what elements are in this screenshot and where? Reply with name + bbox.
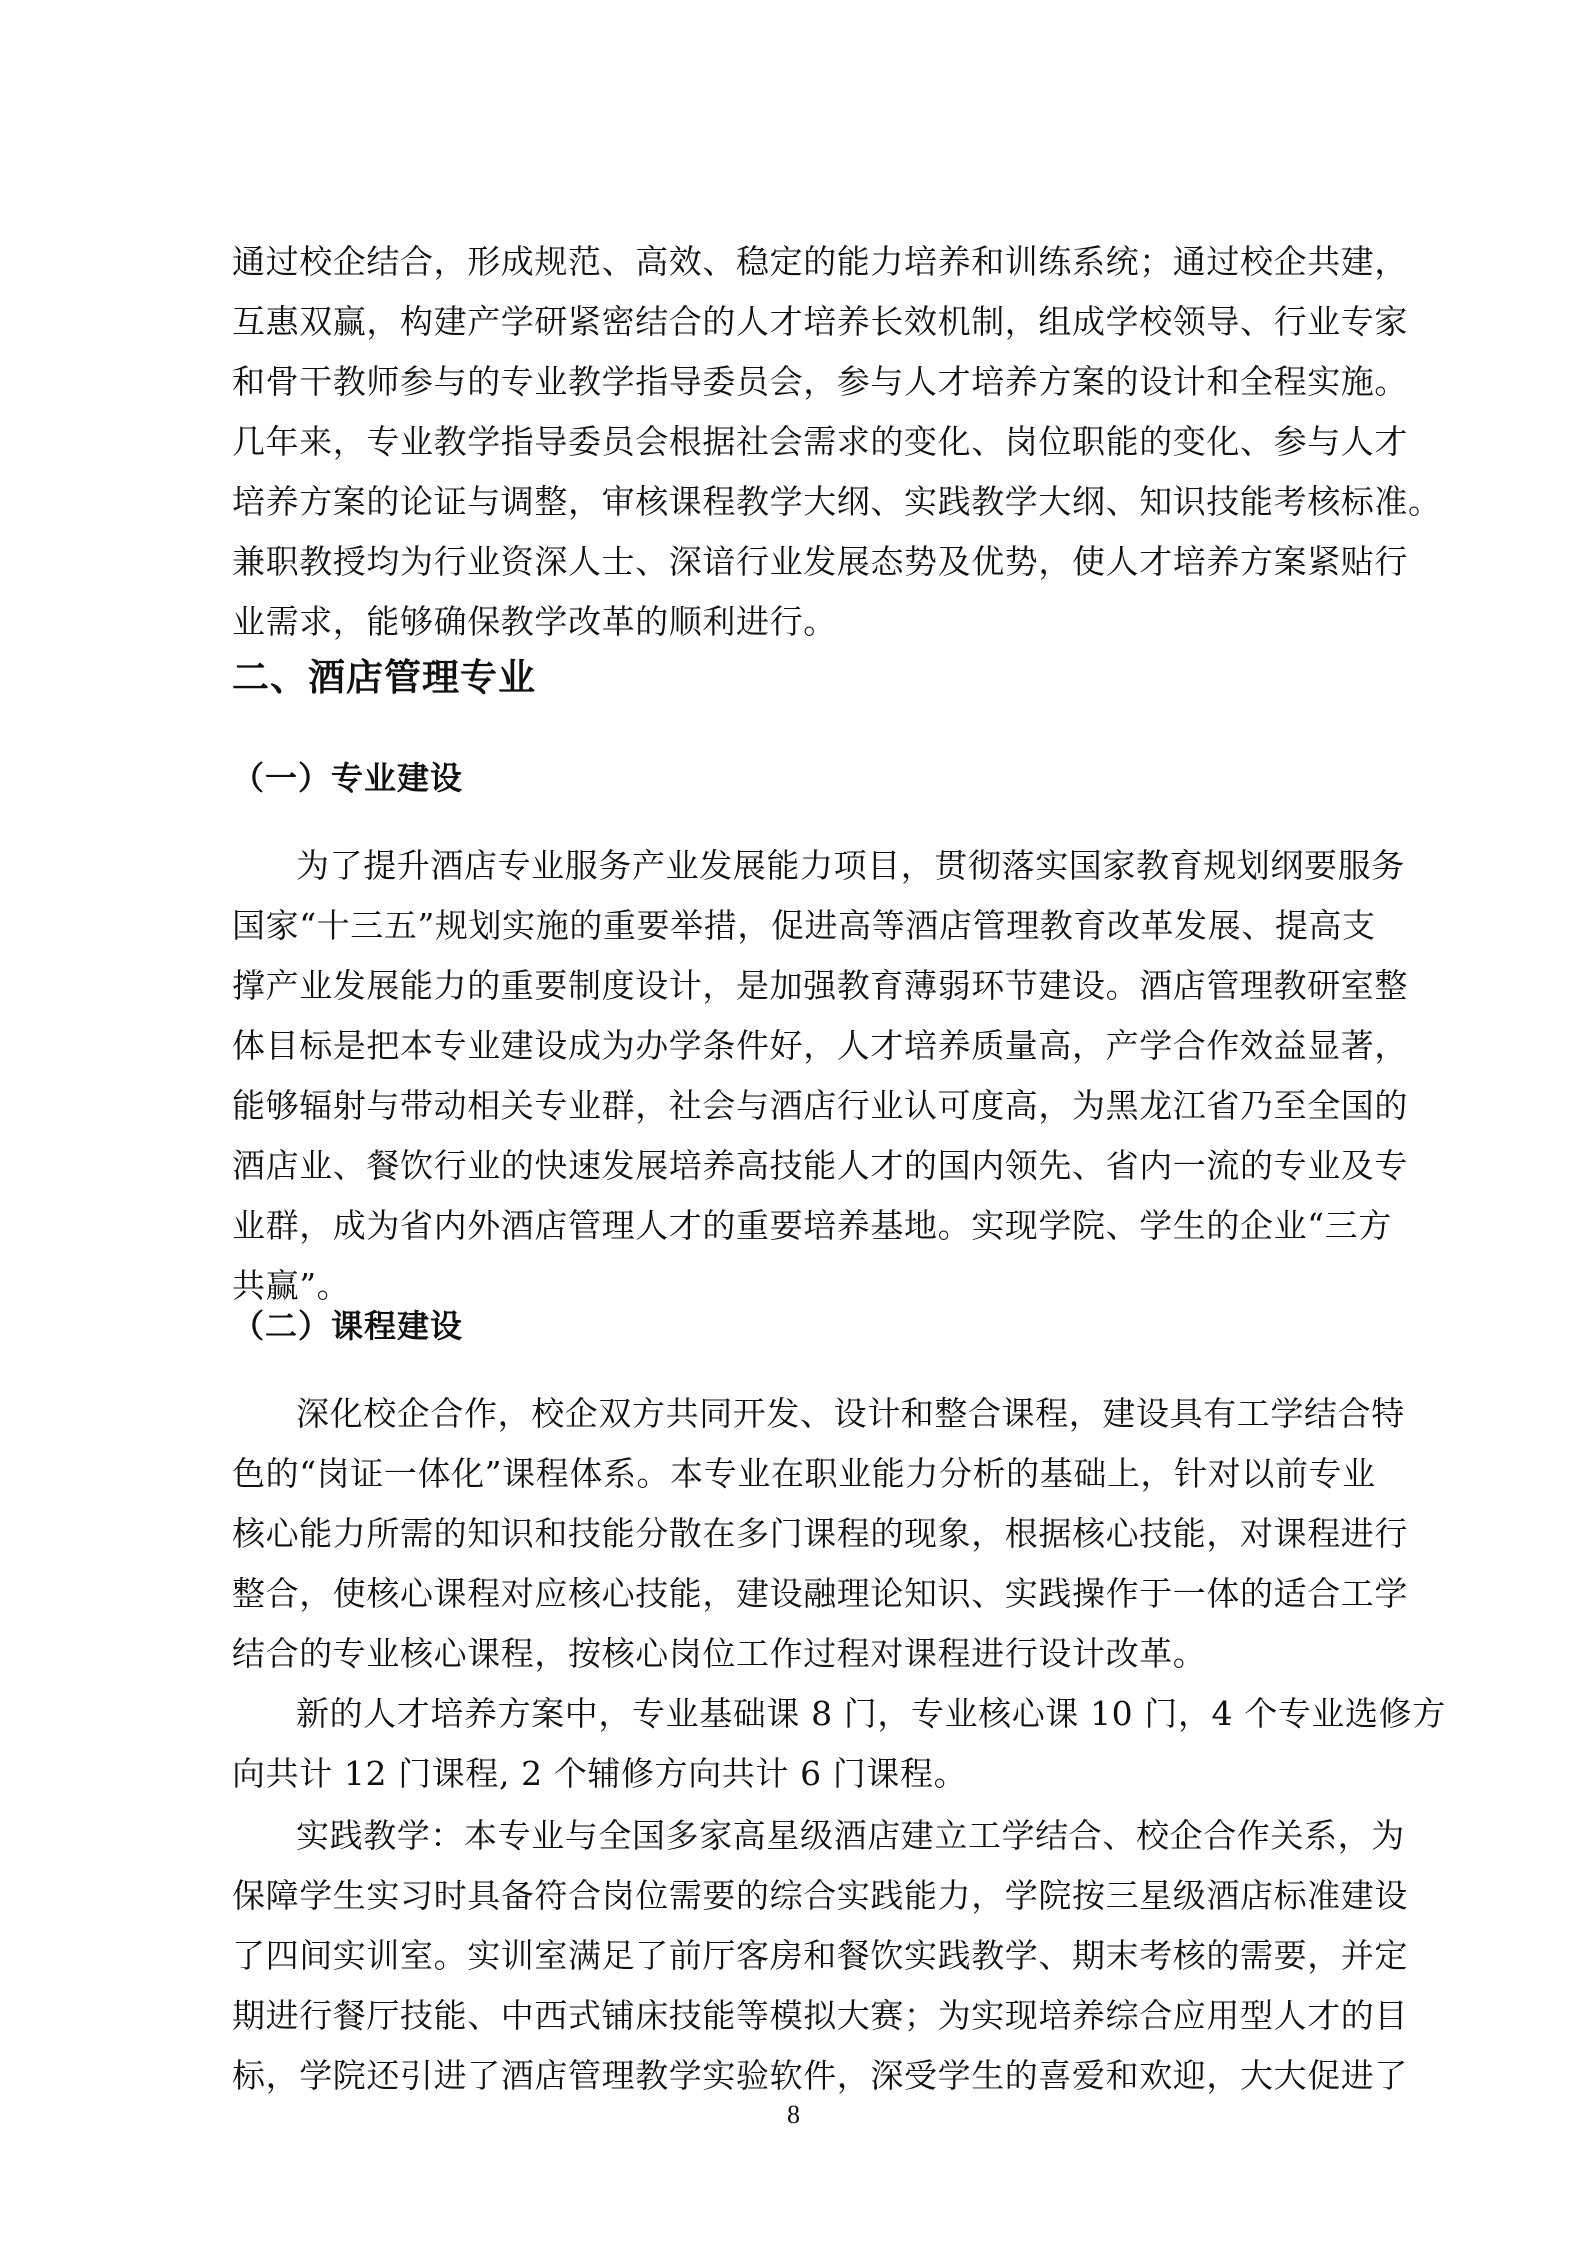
page-number: 8	[787, 2100, 800, 2129]
paragraph-line: 色的“岗证一体化”课程体系。本专业在职业能力分析的基础上，针对以前专业	[232, 1454, 1376, 1493]
paragraph-line: 期进行餐厅技能、中西式铺床技能等模拟大赛；为实现培养综合应用型人才的目	[232, 1996, 1408, 2035]
paragraph-line: 和骨干教师参与的专业教学指导委员会，参与人才培养方案的设计和全程实施。	[232, 362, 1408, 401]
paragraph-line: 培养方案的论证与调整，审核课程教学大纲、实践教学大纲、知识技能考核标准。	[232, 482, 1442, 521]
paragraph-line: 新的人才培养方案中，专业基础课 8 门，专业核心课 10 门，4 个专业选修方	[296, 1694, 1446, 1733]
paragraph-line: 了四间实训室。实训室满足了前厅客房和餐饮实践教学、期末考核的需要，并定	[232, 1936, 1408, 1975]
paragraph-line: 几年来，专业教学指导委员会根据社会需求的变化、岗位职能的变化、参与人才	[232, 422, 1408, 461]
paragraph-line: 兼职教授均为行业资深人士、深谙行业发展态势及优势，使人才培养方案紧贴行	[232, 542, 1408, 581]
subsection-heading: （二）课程建设	[232, 1307, 464, 1345]
paragraph-line: 能够辐射与带动相关专业群，社会与酒店行业认可度高，为黑龙江省乃至全国的	[232, 1086, 1408, 1125]
paragraph-line: 业群，成为省内外酒店管理人才的重要培养基地。实现学院、学生的企业“三方	[232, 1206, 1392, 1245]
paragraph-line: 酒店业、餐饮行业的快速发展培养高技能人才的国内领先、省内一流的专业及专	[232, 1146, 1408, 1185]
paragraph-line: 深化校企合作，校企双方共同开发、设计和整合课程，建设具有工学结合特	[296, 1394, 1405, 1433]
paragraph-line: 实践教学：本专业与全国多家高星级酒店建立工学结合、校企合作关系，为	[296, 1816, 1405, 1855]
paragraph-line: 撑产业发展能力的重要制度设计，是加强教育薄弱环节建设。酒店管理教研室整	[232, 966, 1408, 1005]
paragraph-line: 业需求，能够确保教学改革的顺利进行。	[232, 602, 837, 641]
paragraph-line: 体目标是把本专业建设成为办学条件好，人才培养质量高，产学合作效益显著，	[232, 1026, 1408, 1065]
paragraph-line: 向共计 12 门课程, 2 个辅修方向共计 6 门课程。	[232, 1754, 968, 1793]
paragraph-line: 共赢”。	[232, 1266, 351, 1305]
subsection-heading: （一）专业建设	[232, 759, 464, 797]
paragraph-line: 标，学院还引进了酒店管理教学实验软件，深受学生的喜爱和欢迎，大大促进了	[232, 2056, 1408, 2095]
paragraph-line: 互惠双赢，构建产学研紧密结合的人才培养长效机制，组成学校领导、行业专家	[232, 302, 1408, 341]
paragraph-line: 保障学生实习时具备符合岗位需要的综合实践能力，学院按三星级酒店标准建设	[232, 1876, 1408, 1915]
paragraph-line: 整合，使核心课程对应核心技能，建设融理论知识、实践操作于一体的适合工学	[232, 1574, 1408, 1613]
paragraph-line: 为了提升酒店专业服务产业发展能力项目，贯彻落实国家教育规划纲要服务	[296, 846, 1405, 885]
paragraph-line: 国家“十三五”规划实施的重要举措，促进高等酒店管理教育改革发展、提高支	[232, 906, 1376, 945]
paragraph-line: 通过校企结合，形成规范、高效、稳定的能力培养和训练系统；通过校企共建，	[232, 242, 1408, 281]
paragraph-line: 结合的专业核心课程，按核心岗位工作过程对课程进行设计改革。	[232, 1634, 1207, 1673]
section-heading: 二、酒店管理专业	[232, 656, 536, 699]
paragraph-line: 核心能力所需的知识和技能分散在多门课程的现象，根据核心技能，对课程进行	[232, 1514, 1408, 1553]
